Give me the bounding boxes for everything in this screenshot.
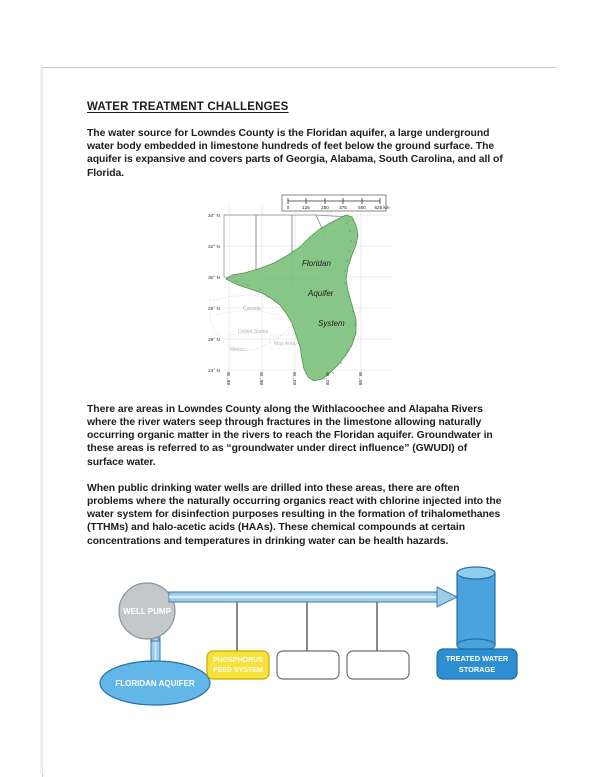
lon-label-84w: 84° W [293,371,298,385]
lon-label-82w: 82° W [326,371,331,385]
lon-label-86w: 86° W [260,371,265,385]
inset-label-map-area: Map Area [274,340,296,347]
storage-label-line2: STORAGE [458,664,496,674]
lat-label-24n: 24° N [207,368,220,374]
scale-tick-0: 0 [286,204,290,210]
well-pump-label: WELL PUMP [123,606,171,616]
paragraph-3: When public drinking water wells are drilled into these areas, there are often problems where the naturally occurring organics react with chlorine injected into the water system for disinfection purposes resulting in the formation of trihalomethanes (TTHMs) and halo-acetic acids (HAAs). These chemical compounds at certain concentrations and temperatures in drinking water can be health hazards. [87,482,502,547]
document-content [87,101,509,711]
lon-label-80w: 80° W [359,371,364,385]
scale-tick-2: 250 [321,204,329,210]
aquifer-node-label: FLORIDAN AQUIFER [115,678,195,688]
page-title: WATER TREATMENT CHALLENGES [87,101,289,113]
chemical-feed-label-line1: PHOSPHORUS [213,656,263,664]
main-header-pipe [169,587,457,607]
scale-tick-3: 375 [339,204,347,210]
blank-process-box-1 [277,651,339,679]
storage-tank-cylinder [457,567,495,651]
scanned-page [42,67,556,777]
treatment-process-diagram [85,561,525,711]
inset-label-united-states: United States [238,328,269,335]
lat-label-26n: 26° N [207,337,220,343]
chemical-feed-node [207,651,269,679]
lat-label-28n: 28° N [207,306,220,312]
map-scale-bar [282,195,390,211]
floridan-aquifer-node [100,661,210,705]
process-flow-figure [85,561,525,711]
lon-label-88w: 88° W [227,371,232,385]
inset-label-canada: Canada [243,305,261,312]
drop-legs [237,602,377,653]
storage-label-line1: TREATED WATER [445,653,509,663]
blank-process-box-2 [347,651,409,679]
map-label-floridan: Floridan [302,258,331,268]
map-label-system: System [318,318,345,328]
chemical-feed-label-line2: FEED SYSTEM [213,666,263,674]
floridan-aquifer-map [196,193,396,393]
lat-label-34n: 34° N [207,213,220,219]
lat-label-30n: 30° N [207,275,220,281]
well-pump-node [119,583,175,639]
inset-label-mexico: Mexico [230,346,246,353]
scale-tick-1: 125 [302,204,310,210]
paragraph-2: There are areas in Lowndes County along the Withlacoochee and Alapaha Rivers where the river waters seep through fractures in the limestone allowing naturally occurring organic matter in the rivers to reach the Floridan aquifer. Groundwater in these areas is referred to as “groundwater under direct influence” (GWUDI) of surface water. [87,403,493,468]
map-label-aquifer: Aquifer [308,288,334,298]
treated-water-storage-node [437,649,517,679]
map-figure [196,193,396,393]
lat-label-32n: 32° N [207,244,220,250]
scale-tick-4: 500 [358,204,366,210]
scale-tick-5: 625 km [374,204,390,210]
paragraph-1: The water source for Lowndes County is the Floridan aquifer, a large underground water body embedded in limestone hundreds of feet below the ground surface. The aquifer is expansive and covers parts of Georgia, Alabama, South Carolina, and all of Florida. [87,128,503,179]
